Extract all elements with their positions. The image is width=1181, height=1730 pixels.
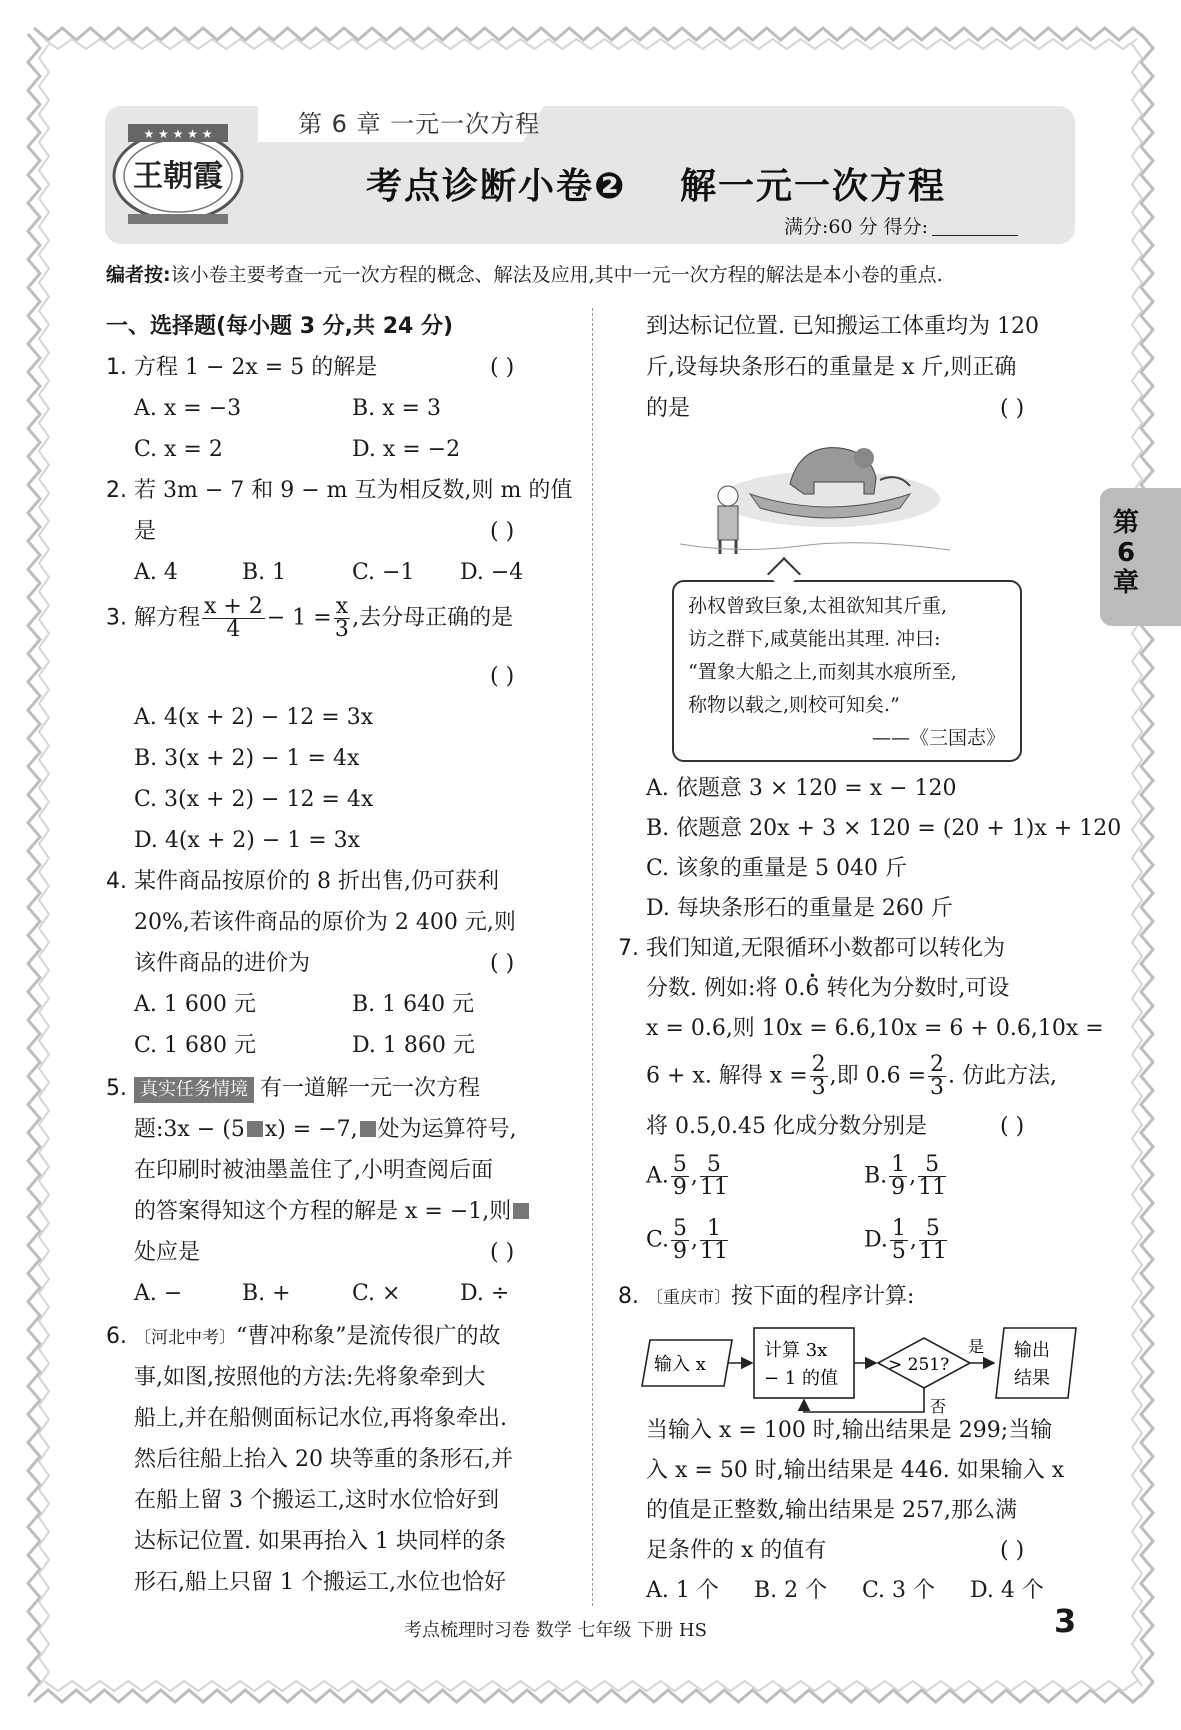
question-8: 8. 〔重庆市〕按下面的程序计算: (618, 1284, 915, 1309)
option: B. 1 (242, 560, 287, 585)
option: A. − (134, 1281, 183, 1306)
score-label: 满分:60 分 得分: (784, 216, 929, 238)
question-1: 1. 方程 1 − 2x = 5 的解是 (106, 355, 378, 380)
question-6-cont: 形石,船上只留 1 个搬运工,水位也恰好 (134, 1570, 506, 1595)
option: D. ÷ (460, 1281, 510, 1306)
title-left: 考点诊断小卷❷ (366, 166, 627, 207)
option: B. $\frac{1}{9}$ , $\frac{5}{11}$ (864, 1152, 947, 1200)
question-5-cont: 处应是 (134, 1240, 201, 1265)
question-6-cont: 船上,并在船侧面标记水位,再将象牵出. (134, 1406, 507, 1431)
option: A. 4 (134, 560, 178, 585)
chapter-title: 第 6 章 一元一次方程 (298, 110, 541, 138)
publisher-logo (108, 110, 248, 235)
option: B. x = 3 (352, 396, 441, 421)
option: C. 1 680 元 (134, 1033, 257, 1058)
quote-line: ——《三国志》 (872, 727, 1006, 749)
flow-calc-line: 计算 3x (764, 1340, 828, 1361)
program-flowchart (640, 1320, 1080, 1420)
question-8-cont: 入 x = 50 时,输出结果是 446. 如果输入 x (646, 1458, 1065, 1483)
flow-output-line: 结果 (1014, 1368, 1050, 1389)
fraction: $\frac{2}{3}$ (811, 1052, 826, 1100)
quote-line: 称物以载之,则校可知矣.” (688, 694, 900, 716)
question-4-cont: 该件商品的进价为 (134, 951, 311, 976)
question-7-cont: 将 0.5,0.45 化成分数分别是 (646, 1114, 927, 1139)
option: A. x = −3 (134, 396, 242, 421)
answer-paren[interactable]: ( ) (490, 1240, 515, 1265)
question-6-cont: 然后往船上抬入 20 块等重的条形石,并 (134, 1447, 513, 1472)
task-tag: 真实任务情境 (134, 1077, 254, 1103)
option: C. × (352, 1281, 401, 1306)
option: D. x = −2 (352, 437, 461, 462)
option: C. 3 个 (862, 1578, 936, 1603)
option: B. 3(x + 2) − 1 = 4x (134, 746, 360, 771)
answer-paren[interactable]: ( ) (1000, 1538, 1025, 1563)
quote-text (688, 590, 1005, 755)
option: D. 每块条形石的重量是 260 斤 (646, 896, 953, 921)
question-8-cont: 的值是正整数,输出结果是 257,那么满 (646, 1498, 1017, 1523)
question-6-cont: 斤,设每块条形石的重量是 x 斤,则正确 (646, 355, 1017, 380)
option: C. −1 (352, 560, 415, 585)
question-2: 2. 若 3m − 7 和 9 − m 互为相反数,则 m 的值 (106, 478, 573, 503)
quote-line: “置象大船之上,而刻其水痕所至, (688, 661, 957, 683)
footer: 考点梳理时习卷 数学 七年级 下册 HS (404, 1620, 707, 1641)
flow-input-label: 输入 x (654, 1354, 706, 1375)
score-blank[interactable] (932, 217, 1018, 236)
answer-paren[interactable]: ( ) (490, 355, 515, 380)
question-4: 4. 某件商品按原价的 8 折出售,仍可获利 (106, 869, 499, 894)
option: D. 1 860 元 (352, 1033, 475, 1058)
flow-condition-label: > 251? (888, 1355, 950, 1375)
question-6: 6. 〔河北中考〕“曹冲称象”是流传很广的故 (106, 1324, 501, 1349)
editor-note (106, 260, 943, 287)
cao-chong-illustration (680, 424, 950, 566)
question-6-cont: 事,如图,按照他的方法:先将象牵到大 (134, 1365, 486, 1390)
section-heading: 一、选择题(每小题 3 分,共 24 分) (106, 314, 454, 339)
fraction: $\frac{x}{3}$ (334, 594, 349, 642)
column-divider (592, 308, 593, 1606)
question-4-cont: 20%,若该件商品的原价为 2 400 元,则 (134, 910, 516, 935)
ink-block (247, 1121, 263, 1137)
chapter-side-tab-text (1108, 508, 1144, 598)
question-6-cont: 在船上留 3 个搬运工,这时水位恰好到 (134, 1488, 499, 1513)
answer-paren[interactable]: ( ) (490, 519, 515, 544)
page-number: 3 (1054, 1602, 1077, 1640)
editor-text: 该小卷主要考查一元一次方程的概念、解法及应用,其中一元一次方程的解法是本小卷的重点. (170, 264, 943, 286)
question-5-cont: 在印刷时被油墨盖住了,小明查阅后面 (134, 1158, 493, 1183)
option: D. 4(x + 2) − 1 = 3x (134, 828, 361, 853)
option: D. −4 (460, 560, 524, 585)
option: C. x = 2 (134, 437, 223, 462)
option: C. $\frac{5}{9}$ , $\frac{1}{11}$ (646, 1216, 729, 1264)
question-8-cont: 当输入 x = 100 时,输出结果是 299;当输 (646, 1418, 1053, 1443)
fraction: $\frac{x + 2}{4}$ (204, 594, 263, 642)
quote-line: 访之群下,咸莫能出其理. 冲曰: (688, 628, 941, 650)
answer-paren[interactable]: ( ) (1000, 1114, 1025, 1139)
title-right: 解一元一次方程 (680, 166, 947, 207)
question-8-cont: 足条件的 x 的值有 (646, 1538, 827, 1563)
right-column-q8 (618, 1410, 1082, 1610)
question-2-cont: 是 (134, 519, 157, 544)
option: B. + (242, 1281, 291, 1306)
option: A. $\frac{5}{9}$ , $\frac{5}{11}$ (646, 1152, 728, 1200)
option: A. 1 600 元 (134, 992, 256, 1017)
svg-text:★ ★ ★ ★ ★: ★ ★ ★ ★ ★ (143, 127, 213, 141)
option: A. 1 个 (646, 1578, 719, 1603)
question-7: 7. 我们知道,无限循环小数都可以转化为 (618, 936, 1005, 961)
option: B. 2 个 (754, 1578, 828, 1603)
fraction: $\frac{2}{3}$ (930, 1052, 945, 1100)
flow-no-label: 否 (930, 1397, 947, 1416)
question-3: 3. 解方程 $\frac{x + 2}{4}$ − 1 = $\frac{x}{3}$ ,去分母正确的是 (106, 594, 514, 642)
answer-paren[interactable]: ( ) (490, 664, 515, 689)
question-6-cont: 到达标记位置. 已知搬运工体重均为 120 (646, 314, 1039, 339)
option: D. $\frac{1}{5}$ , $\frac{5}{11}$ (864, 1216, 947, 1264)
side-tab-char: 第 (1112, 508, 1139, 538)
left-column (106, 306, 586, 1606)
option: A. 依题意 3 × 120 = x − 120 (646, 776, 957, 801)
svg-text:王朝霞: 王朝霞 (133, 159, 223, 194)
question-7-cont: 6 + x. 解得 x = $\frac{2}{3}$ ,即 0.6 = $\frac{2}{3}$ . 仿此方法, (646, 1052, 1058, 1100)
quote-line: 孙权曾致巨象,太祖欲知其斤重, (688, 595, 948, 617)
answer-paren[interactable]: ( ) (1000, 396, 1025, 421)
option: C. 该象的重量是 5 040 斤 (646, 856, 908, 881)
question-5-cont: 题:3x − (5 x) = −7, 处为运算符号, (134, 1117, 517, 1142)
score-line (784, 212, 1018, 239)
option: B. 依题意 20x + 3 × 120 = (20 + 1)x + 120 (646, 816, 1122, 841)
option: B. 1 640 元 (352, 992, 475, 1017)
option: D. 4 个 (970, 1578, 1044, 1603)
question-5: 5. 真实任务情境 有一道解一元一次方程 (106, 1076, 481, 1101)
question-7-cont: x = 0.6,则 10x = 6.6,10x = 6 + 0.6,10x = (646, 1016, 1104, 1041)
question-5-cont: 的答案得知这个方程的解是 x = −1,则 (134, 1191, 531, 1232)
side-tab-char: 章 (1112, 568, 1139, 598)
flow-calc-line: − 1 的值 (764, 1368, 838, 1389)
flow-yes-label: 是 (968, 1337, 985, 1356)
side-tab-char: 6 (1116, 538, 1136, 568)
question-7-cont: 分数. 例如:将 0.• 6 转化为分数时,可设 (646, 968, 1009, 1009)
editor-label: 编者按: (106, 264, 171, 286)
ink-block (513, 1203, 529, 1219)
question-6-cont: 的是 (646, 396, 691, 421)
answer-paren[interactable]: ( ) (490, 951, 515, 976)
question-6-cont: 达标记位置. 如果再抬入 1 块同样的条 (134, 1529, 506, 1554)
option: C. 3(x + 2) − 12 = 4x (134, 787, 374, 812)
flow-output-line: 输出 (1014, 1340, 1050, 1361)
ink-block (360, 1121, 376, 1137)
option: A. 4(x + 2) − 12 = 3x (134, 705, 374, 730)
